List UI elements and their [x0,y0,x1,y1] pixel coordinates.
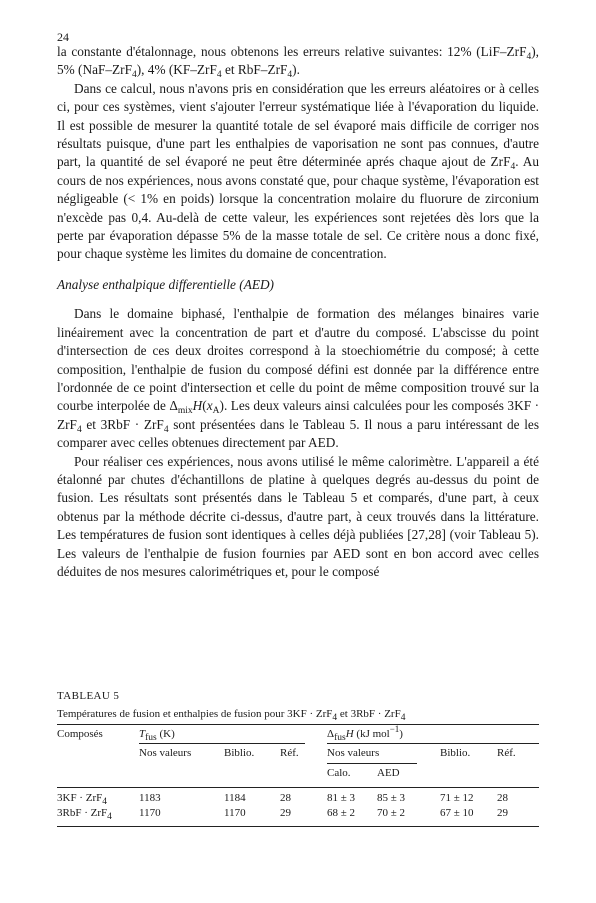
cell-calo: 81 ± 3 [327,792,356,804]
subscript: 4 [400,713,406,723]
text-run: ) [219,398,224,414]
subscript: 4 [287,70,293,81]
header-biblio: Biblio. [440,747,471,759]
text-run: ), 4% (KF–ZrF [136,62,217,78]
math-symbol: T [139,728,146,740]
cell-dh-ref: 29 [497,807,508,819]
table-header [57,725,539,787]
subscript: A [212,406,220,417]
subscript: fus [334,733,346,743]
body-text [57,43,539,581]
dh-group-rule [327,743,539,744]
math-symbol: x [206,398,213,414]
table-5 [57,690,539,827]
subscript: 4 [216,70,222,81]
cell-dh-ref: 28 [497,792,508,804]
cell-tfus-biblio: 1170 [224,807,246,819]
text-run: Δ [327,728,335,740]
subscript: mix [177,406,193,417]
text-run: sont présentées dans le Tableau 5. Il nous a paru intéressant de les comparer avec celles obtenues directement par AED. [57,416,539,451]
table-body [57,788,539,826]
header-nos-valeurs: Nos valeurs [327,747,380,759]
text-run: ), 5% (NaF–ZrF [57,44,539,78]
header-tfus [139,728,175,743]
text-run: et RbF–ZrF [221,62,288,78]
text-run: Dans ce calcul, nous n'avons pris en considération que les erreurs aléatoires or à celles ci, pour ces systèmes, vient s'ajouter l'erreur systématique liée à l'évaporation du liquide. Il est possible de mesurer la quantité totale de sel évaporé mais difficile de corriger nos résultats puisque, d'une part les enthalpies de vaporisation ne sont pas connues, d'autre part, la quantité de sel évaporé ne peut être déterminée aprés chaque ajout de ZrF [57,80,539,170]
cell-tfus-ref: 29 [280,807,291,819]
header-ref: Réf. [497,747,516,759]
superscript: −1 [389,724,400,734]
subscript: 4 [332,713,338,723]
header-ref: Réf. [280,747,299,759]
paragraph-2 [57,80,539,264]
cell-dh-biblio: 67 ± 10 [440,807,474,819]
cell-tfus-biblio: 1184 [224,792,246,804]
cell-compound [57,807,112,822]
header-calo: Calo. [327,767,351,779]
header-aed: AED [377,767,400,779]
subscript: 4 [163,424,169,435]
header-biblio: Biblio. [224,747,255,759]
table-label: TABLEAU 5 [57,690,120,702]
subscript: 4 [131,70,137,81]
paragraph-3 [57,305,539,452]
nos-valeurs-rule [327,763,417,764]
cell-tfus-nos: 1183 [139,792,161,804]
header-composes: Composés [57,728,103,740]
subscript: 4 [526,52,532,62]
cell-aed: 70 ± 2 [377,807,406,819]
text-run: (kJ mol [353,728,390,740]
text-run: Dans le domaine biphasé, l'enthalpie de formation des mélanges binaires varie linéairement avec la concentration de part et d'autre du composé. L'abscisse du point d'intersection de ces deux droites correspond à la stoechiométrie du composé; à cette composition, l'enthalpie de fusion du composé défini est donnée par la différence entre l'ordonnée de ce point d'intersection et celle du point de même composition trouvé sur la courbe interpolée de Δ [57,306,539,414]
cell-aed: 85 ± 3 [377,792,406,804]
table-bottom-rule [57,826,539,827]
subscript: 4 [510,162,516,173]
text-run: 3KF · ZrF [57,792,103,804]
text-run: . Les deux valeurs ainsi calculées pour les composés 3KF · ZrF [57,398,539,432]
header-delta-fus-h [327,724,403,743]
page-number: 24 [57,30,69,44]
text-run: (K) [156,728,175,740]
section-heading: Analyse enthalpique differentielle (AED) [57,276,274,292]
text-run: ( [202,398,207,414]
text-run: la constante d'étalonnage, nous obtenons les erreurs relative suivantes: 12% (LiF–ZrF [57,44,527,59]
text-run: Pour réaliser ces expériences, nous avons utilisé le même calorimètre. L'appareil a été étalonné par chutes d'échantillons de platine à quelques degrés au-dessus du point de fusion. Les résultats sont présentés dans le Tableau 5 et comparés, d'une part, à ceux obtenus par la méthode décrite ci-dessus, d'autre part, à ceux trouvés dans la littérature. Les températures de fusion sont identiques à celles déjà publiées [27,28] (voir Tableau 5). Les valeurs de l'enthalpie de fusion fournies par AED sont en bon accord avec celles déduites de nos mesures calorimétriques et, pour le composé [57,453,539,579]
cell-dh-biblio: 71 ± 12 [440,792,474,804]
paragraph-4 [57,453,539,582]
header-nos-valeurs: Nos valeurs [139,747,192,759]
table-caption [57,708,539,723]
cell-compound [57,792,107,807]
text-run: et 3RbF · ZrF [337,708,401,720]
tfus-group-rule [139,743,305,744]
subscript: 4 [76,424,82,435]
math-symbol: H [345,728,354,740]
text-run: Températures de fusion et enthalpies de fusion pour 3KF · ZrF [57,708,333,720]
text-run: ) [399,728,403,740]
subscript: fus [145,733,157,743]
subscript: 4 [102,797,107,807]
text-run: ). [292,62,300,78]
text-run: et 3RbF · ZrF [81,416,164,432]
text-run: 3RbF · ZrF [57,807,108,819]
math-symbol: H [192,398,203,414]
text-run: . Au cours de nos expériences, nous avons constaté que, pour chaque système, l'évaporation est négligeable (< 1% en poids) lorsque la concentration molaire du fluorure de zirconium n'excède pas 0,4. Au-delà de cette valeur, les expériences sont rejetées dès lors que la perte par évaporation dépasse 5% de la masse totale de sel. Ce critère nous a donc fixé, pour chaque système les limites du domaine de concentration. [57,154,539,262]
subscript: 4 [107,812,112,822]
paragraph-1 [57,43,539,80]
cell-tfus-nos: 1170 [139,807,161,819]
cell-calo: 68 ± 2 [327,807,356,819]
cell-tfus-ref: 28 [280,792,291,804]
